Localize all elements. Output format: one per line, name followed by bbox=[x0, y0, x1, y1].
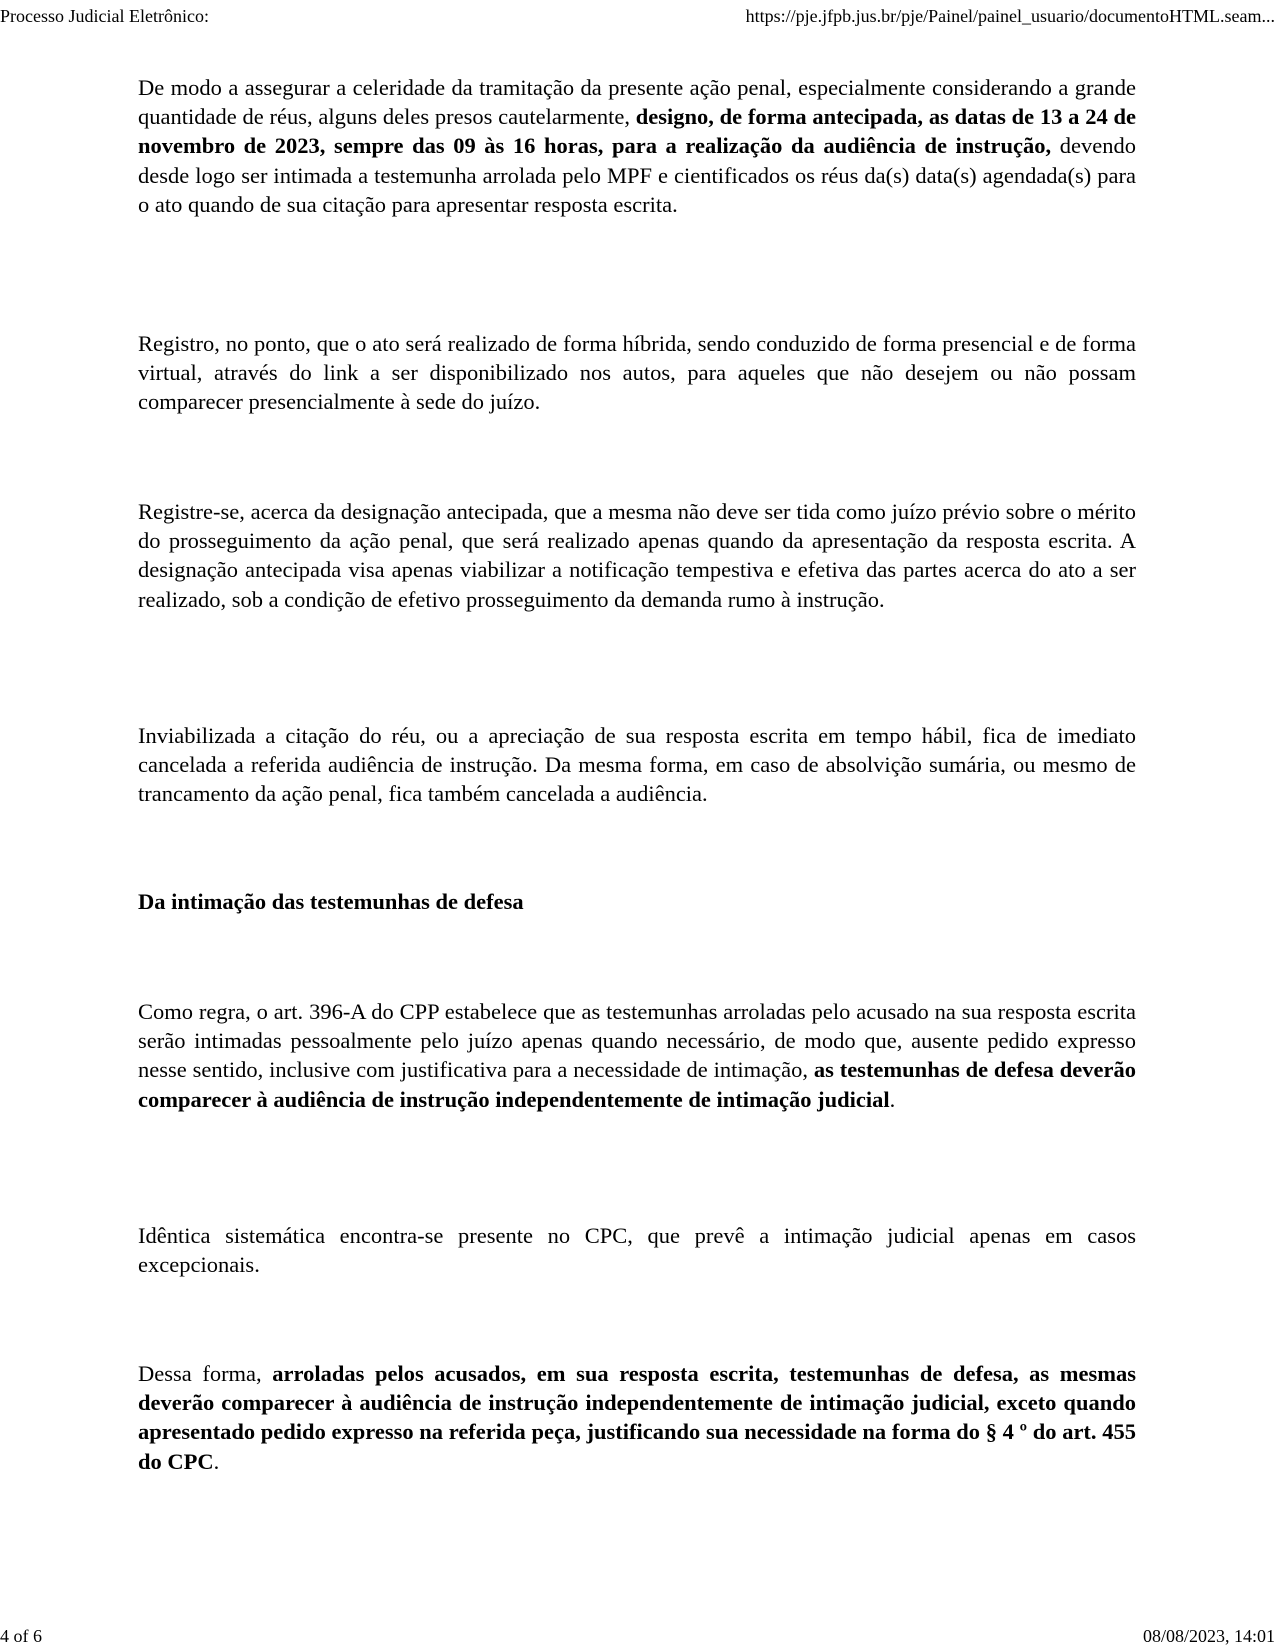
paragraph-segment: Dessa forma, bbox=[138, 1361, 273, 1386]
paragraph-segment-bold: designo, de forma antecipada, as datas de 13 a 24 de novembro de 2023, sempre das 09 às 16 horas, para a realização da audiência de instrução, bbox=[138, 104, 1136, 159]
print-header-url: https://pje.jfpb.jus.br/pje/Painel/painel_usuario/documentoHTML.seam... bbox=[745, 6, 1275, 26]
page-indicator: 4 of 6 bbox=[0, 1626, 42, 1646]
paragraph-segment-bold: arroladas pelos acusados, em sua resposta escrita, testemunhas de defesa, as mesmas deverão comparecer à audiência de instrução independentemente de intimação judicial, exceto quando apresentado pedido expresso na referida peça, justificando sua necessidade na forma do § 4 º do art. 455 do CPC bbox=[138, 1361, 1136, 1474]
paragraph-cancellation bbox=[138, 721, 1136, 809]
paragraph-conclusion bbox=[138, 1359, 1136, 1476]
paragraph-segment: De modo a assegurar a celeridade da tramitação da presente ação penal, especialmente considerando a grande quantidade de réus, alguns deles presos cautelarmente, bbox=[138, 75, 1136, 130]
section-heading: Da intimação das testemunhas de defesa bbox=[138, 889, 524, 914]
paragraph-segment: . bbox=[213, 1448, 220, 1474]
paragraph-segment: Inviabilizada a citação do réu, ou a apreciação de sua resposta escrita em tempo hábil, fica de imediato cancelada a referida audiência de instrução. Da mesma forma, em caso de absolvição sumária, ou mesmo de trancamento da ação penal, fica também cancelada a audiência. bbox=[138, 723, 1136, 807]
paragraph-cpp-rule bbox=[138, 997, 1136, 1114]
paragraph-hybrid-hearing bbox=[138, 329, 1136, 417]
paragraph-segment: devendo desde logo ser intimada a testemunha arrolada pelo MPF e cientificados os réus da(s) data(s) agendada(s) para o ato quando de sua citação para apresentar resposta escrita. bbox=[138, 133, 1136, 217]
paragraph-segment: Como regra, o art. 396-A do CPP estabelece que as testemunhas arroladas pelo acusado na sua resposta escrita serão intimadas pessoalmente pelo juízo apenas quando necessário, de modo que, ausente pedido expresso nesse sentido, inclusive com justificativa para a necessidade de intimação, bbox=[138, 999, 1136, 1083]
print-datetime: 08/08/2023, 14:01 bbox=[1142, 1626, 1275, 1646]
print-header bbox=[0, 4, 1275, 28]
paragraph-cpc-rule bbox=[138, 1221, 1136, 1279]
paragraph-early-hearing bbox=[138, 73, 1136, 219]
paragraph-early-designation bbox=[138, 497, 1136, 614]
paragraph-segment-bold: as testemunhas de defesa deverão comparecer à audiência de instrução independentemente de intimação judicial bbox=[138, 1057, 1136, 1112]
print-footer bbox=[0, 1624, 1275, 1648]
paragraph-segment: Registre-se, acerca da designação antecipada, que a mesma não deve ser tida como juízo prévio sobre o mérito do prosseguimento da ação penal, que será realizado apenas quando da apresentação da resposta escrita. A designação antecipada visa apenas viabilizar a notificação tempestiva e efetiva das partes acerca do ato a ser realizado, sob a condição de efetivo prosseguimento da demanda rumo à instrução. bbox=[138, 499, 1136, 612]
print-header-title: Processo Judicial Eletrônico: bbox=[0, 6, 209, 26]
paragraph-segment: . bbox=[889, 1086, 896, 1112]
paragraph-segment: Registro, no ponto, que o ato será realizado de forma híbrida, sendo conduzido de forma presencial e de forma virtual, através do link a ser disponibilizado nos autos, para aqueles que não desejem ou não possam comparecer presencialmente à sede do juízo. bbox=[138, 331, 1136, 415]
paragraph-segment: Idêntica sistemática encontra-se presente no CPC, que prevê a intimação judicial apenas em casos excepcionais. bbox=[138, 1223, 1136, 1278]
